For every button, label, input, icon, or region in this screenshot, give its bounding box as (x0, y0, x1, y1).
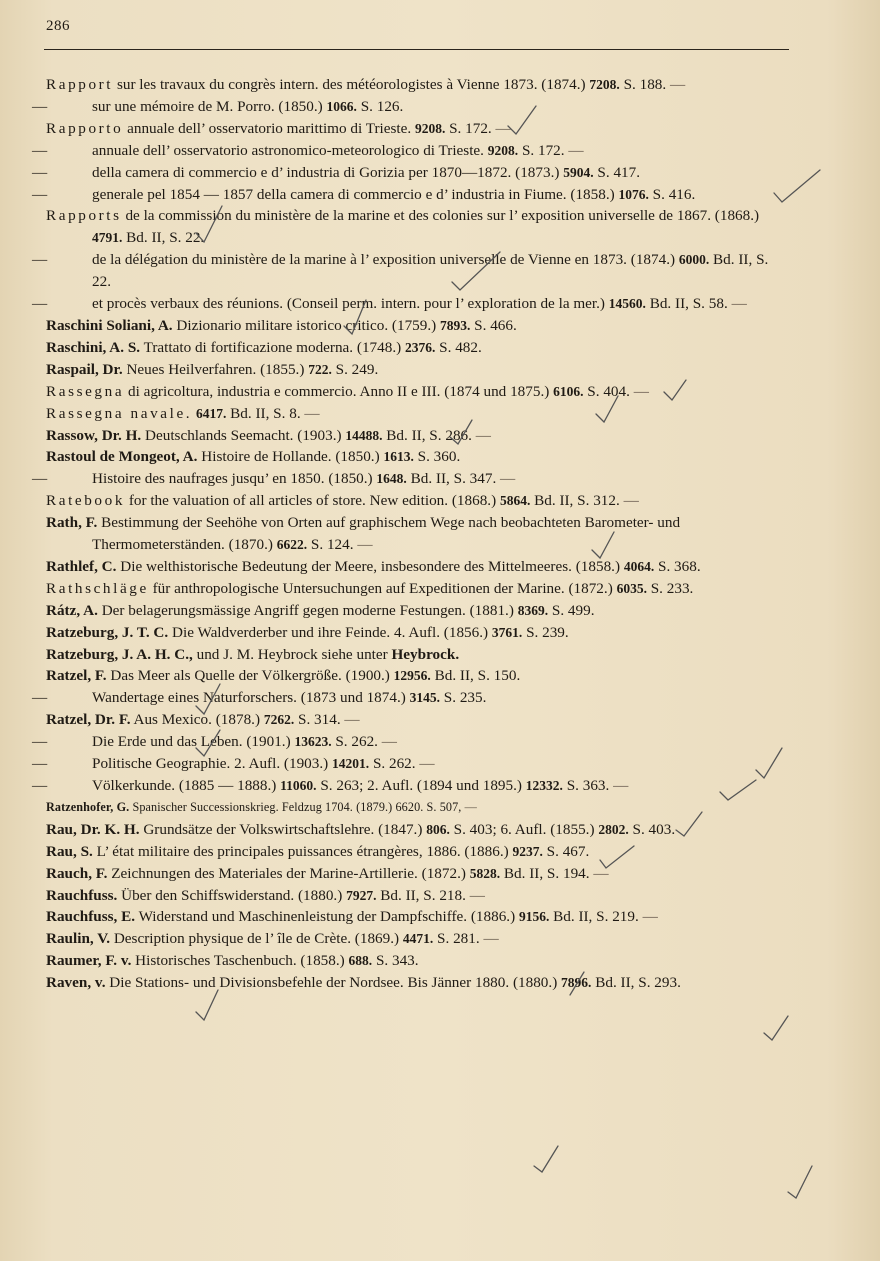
check-mark-icon (196, 990, 218, 1020)
entry-author: Rassow, Dr. H. (46, 426, 142, 444)
entry-reference: S. 262. (369, 755, 416, 773)
entry-number: 14488. (345, 427, 383, 443)
entry-pencil-mark: — (496, 470, 516, 488)
entry-author: Rauchfuss, E. (46, 908, 136, 926)
entry-author: Raschini Soliani, A. (46, 316, 173, 334)
entry-dash: — (32, 689, 48, 707)
entry-pencil-mark: — (629, 382, 649, 400)
index-entry (46, 600, 791, 622)
entry-text: Spanischer Successionskrieg. Feldzug 1704. (1879.) 6620. S. 507, (129, 799, 462, 814)
entry-reference: S. 188. (619, 76, 667, 93)
check-mark-icon (764, 1016, 788, 1040)
index-sub-entry (32, 753, 791, 775)
entry-reference: S. 403; 6. Aufl. (1855.) (449, 820, 599, 838)
entry-text: Historisches Taschenbuch. (1858.) (131, 952, 349, 970)
entry-spaced-title: Rassegna (46, 382, 125, 400)
entry-reference: S. 263; 2. Aufl. (1894 und 1895.) (316, 777, 526, 794)
entry-number: 5904. (563, 164, 594, 180)
entry-text: Histoire des naufrages jusqu’ en 1850. (1850.) (92, 470, 377, 488)
index-entry (46, 841, 791, 863)
index-entry (46, 556, 791, 578)
entry-number: 5828. (469, 865, 501, 881)
index-sub-entry (32, 731, 791, 753)
entry-number: 14201. (332, 756, 370, 772)
entry-text: für anthropologische Untersuchungen auf Expeditionen der Marine. (1872.) (148, 579, 617, 597)
entry-author: Ratzel, Dr. F. (46, 711, 131, 729)
entry-number-2: 12332. (525, 778, 563, 793)
entry-pencil-mark: — (465, 886, 485, 904)
entry-text: sur une mémoire de M. Porro. (1850.) (92, 97, 327, 115)
entry-reference: Bd. II, S. 8. (226, 404, 301, 422)
entry-spaced-title: Rapport (46, 76, 114, 93)
entry-number: 12956. (393, 668, 431, 684)
index-entry (46, 665, 791, 687)
entry-text: Über den Schiffswiderstand. (1880.) (117, 886, 347, 904)
entry-number: 11060. (280, 778, 317, 793)
entry-reference: S. 314. (294, 711, 341, 729)
entry-text: Histoire de Hollande. (1850.) (197, 448, 384, 466)
entry-cross-reference: Heybrock. (391, 645, 460, 663)
entry-number: 3761. (491, 624, 523, 640)
entry-reference: Bd. II, S. 22. (122, 229, 205, 247)
entry-text: Die Waldverderber und ihre Feinde. 4. Aufl. (1856.) (168, 623, 492, 641)
index-entry (46, 644, 791, 666)
entry-number: 8369. (517, 602, 549, 618)
entry-number: 688. (348, 953, 373, 969)
index-entry (46, 863, 791, 885)
entry-number: 13623. (294, 734, 332, 750)
entry-author: Rau, Dr. K. H. (46, 820, 140, 838)
entry-author: Rath, F. (46, 514, 98, 532)
entry-number: 3145. (409, 690, 440, 706)
index-entry (46, 709, 791, 731)
entry-text: della camera di commercio e d’ industria di Gorizia per 1870—1872. (1873.) (92, 163, 564, 181)
entry-number: 1076. (618, 186, 649, 202)
entry-number: 1648. (376, 471, 407, 487)
entry-dash: — (32, 733, 48, 751)
entry-number: 6000. (678, 252, 710, 268)
entry-text: de la commission du ministère de la marine et des colonies sur l’ exposition universelle de 1867. (1868.) (121, 207, 760, 225)
entry-pencil-mark: — (619, 492, 639, 510)
entry-number: 9237. (512, 843, 543, 859)
entry-number: 14560. (608, 296, 646, 312)
entry-number: 6622. (276, 537, 308, 553)
entry-text: for the valuation of all articles of store. New edition. (1868.) (125, 492, 500, 510)
entry-text: L’ état militaire des principales puissances étrangères, 1886. (1886.) (92, 842, 513, 860)
entry-text: Politische Geographie. 2. Aufl. (1903.) (92, 755, 333, 773)
entry-reference: S. 368. (654, 557, 701, 575)
entry-reference: S. 249. (331, 360, 379, 378)
entry-text: et procès verbaux des réunions. (Conseil perm. intern. pour l’ exploration de la mer.) (92, 295, 609, 313)
entry-dash: — (32, 97, 48, 115)
entry-reference: S. 416. (648, 185, 696, 203)
entry-dash: — (32, 163, 48, 181)
entry-dash: — (32, 470, 48, 488)
entry-dash: — (32, 295, 48, 313)
entry-reference: Bd. II, S. 347. (406, 470, 497, 488)
entry-pencil-mark: — (666, 76, 686, 93)
entry-text: Deutschlands Seemacht. (1903.) (141, 426, 346, 444)
entry-spaced-title: Rapports (46, 207, 122, 225)
entry-author: Raspail, Dr. (46, 360, 123, 378)
entry-number: 4471. (402, 931, 434, 947)
entry-text: und J. M. Heybrock siehe unter (192, 645, 392, 663)
entry-text: Der belagerungsmässige Angriff gegen moderne Festungen. (1881.) (97, 601, 518, 619)
index-sub-entry (32, 775, 791, 797)
index-entry (46, 205, 791, 249)
index-entry (46, 337, 791, 359)
entry-spaced-title: Rathschläge (46, 579, 149, 597)
index-entries (32, 74, 791, 994)
entry-author: Rauch, F. (46, 864, 108, 882)
entry-pencil-mark: — (353, 536, 373, 554)
index-sub-entry (32, 184, 791, 206)
entry-pencil-mark: — (377, 733, 397, 751)
entry-dash: — (32, 777, 48, 794)
check-mark-icon (788, 1166, 812, 1198)
entry-text: annuale dell’ osservatorio marittimo di Trieste. (123, 119, 415, 137)
entry-reference: Bd. II, S. 286. (382, 426, 472, 444)
entry-spaced-title: Rassegna navale. (46, 404, 193, 422)
entry-author: Rátz, A. (46, 601, 98, 619)
entry-number: 2376. (404, 339, 436, 355)
entry-reference-2: S. 403. (628, 820, 676, 838)
entry-author: Raven, v. (46, 974, 106, 992)
entry-number: 1613. (383, 449, 414, 465)
entry-text: Dizionario militare istorico critico. (1759.) (172, 316, 440, 334)
entry-reference: S. 262. (331, 733, 378, 751)
entry-author: Ratzeburg, J. T. C. (46, 623, 169, 641)
index-entry (46, 359, 791, 381)
entry-number: 7896. (561, 975, 592, 991)
entry-number-2: 2802. (598, 821, 629, 837)
entry-reference: S. 417. (593, 163, 641, 181)
index-entry (46, 74, 791, 96)
index-entry (46, 950, 791, 972)
entry-pencil-mark: — (479, 930, 499, 948)
entry-reference: S. 281. (433, 930, 480, 948)
entry-reference: Bd. II, S. 22. (92, 251, 769, 291)
entry-author: Raulin, V. (46, 930, 111, 948)
entry-author: Ratzenhofer, G. (46, 799, 130, 814)
index-entry (46, 403, 791, 425)
index-entry (46, 906, 791, 928)
entry-author: Raumer, F. v. (46, 952, 132, 970)
entry-number: 6106. (553, 383, 584, 399)
entry-dash: — (32, 141, 48, 159)
entry-number: 4791. (92, 230, 123, 246)
index-entry (46, 885, 791, 907)
entry-author: Rastoul de Mongeot, A. (46, 448, 198, 466)
entry-pencil-mark: — (727, 295, 747, 313)
entry-text: Aus Mexico. (1878.) (130, 711, 264, 729)
index-sub-entry (32, 162, 791, 184)
index-entry (46, 381, 791, 403)
entry-pencil-mark: — (461, 799, 477, 814)
entry-text: Trattato di fortificazione moderna. (1748.) (140, 338, 405, 356)
entry-reference: Bd. II, S. 312. (530, 492, 620, 510)
entry-number: 6035. (616, 580, 647, 596)
entry-text: Widerstand und Maschinenleistung der Dampfschiffe. (1886.) (135, 908, 519, 926)
entry-pencil-mark: — (638, 908, 658, 926)
entry-text: Die welthistorische Bedeutung der Meere, insbesondere des Mittelmeeres. (1858.) (116, 557, 624, 575)
entry-reference: Bd. II, S. 150. (430, 667, 521, 685)
index-entry (46, 622, 791, 644)
entry-author: Rauchfuss. (46, 886, 118, 904)
entry-text: Völkerkunde. (1885 — 1888.) (92, 777, 281, 794)
entry-reference-2: S. 363. (562, 777, 610, 794)
index-entry (46, 972, 791, 994)
entry-pencil-mark: — (300, 404, 320, 422)
entry-number: 5864. (499, 493, 531, 509)
index-sub-entry (32, 249, 791, 293)
entry-dash: — (32, 755, 48, 773)
entry-reference: S. 235. (439, 689, 487, 707)
index-entry (46, 315, 791, 337)
entry-dash: — (32, 251, 48, 269)
entry-text: Wandertage eines Naturforschers. (1873 und 1874.) (92, 689, 410, 707)
entry-reference: S. 233. (646, 579, 694, 597)
index-sub-entry (32, 468, 791, 490)
entry-text: Bestimmung der Seehöhe von Orten auf graphischem Wege nach beobachteten Barometer- und Thermometerständen. (1870.) (92, 514, 681, 554)
entry-spaced-title: Rapporto (46, 119, 124, 137)
entry-text: Die Erde und das Leben. (1901.) (92, 733, 295, 751)
entry-number: 9208. (414, 120, 446, 136)
entry-number: 7208. (589, 77, 620, 92)
page-number: 286 (46, 18, 70, 34)
entry-pencil-mark: — (564, 141, 584, 159)
entry-reference: S. 343. (372, 952, 419, 970)
entry-author: Rau, S. (46, 842, 93, 860)
entry-text: di agricoltura, industria e commercio. Anno II e III. (1874 und 1875.) (124, 382, 554, 400)
index-sub-entry (32, 140, 791, 162)
header-rule (44, 49, 789, 50)
entry-reference: S. 172. (445, 119, 492, 137)
entry-text: annuale dell’ osservatorio astronomico-meteorologico di Trieste. (92, 141, 488, 159)
entry-reference: S. 172. (518, 141, 565, 159)
entry-reference: Bd. II, S. 58. (645, 295, 728, 313)
index-entry (46, 425, 791, 447)
entry-author: Ratzeburg, J. A. H. C., (46, 645, 193, 663)
entry-dash: — (32, 185, 48, 203)
entry-text: Zeichnungen des Materiales der Marine-Artillerie. (1872.) (107, 864, 470, 882)
entry-reference: Bd. II, S. 293. (591, 974, 681, 992)
entry-reference: Bd. II, S. 194. (500, 864, 590, 882)
entry-reference: S. 239. (522, 623, 569, 641)
entry-text: de la délégation du ministère de la marine à l’ exposition universelle de Vienne en 1873. (1874.) (92, 251, 679, 269)
entry-number: 6417. (195, 405, 227, 421)
entry-text: Das Meer als Quelle der Völkergröße. (1900.) (106, 667, 394, 685)
entry-spaced-title: Ratebook (46, 492, 126, 510)
entry-author: Ratzel, F. (46, 667, 107, 685)
entry-pencil-mark: — (340, 711, 360, 729)
entry-reference: S. 360. (413, 448, 461, 466)
entry-pencil-mark: — (491, 119, 511, 137)
entry-number: 7262. (263, 712, 295, 728)
entry-text: generale pel 1854 — 1857 della camera di commercio e d’ industria in Fiume. (1858.) (92, 185, 619, 203)
entry-text: Die Stations- und Divisionsbefehle der Nordsee. Bis Jänner 1880. (1880.) (105, 974, 562, 992)
entry-pencil-mark: — (609, 777, 629, 794)
entry-text: sur les travaux du congrès intern. des météorologistes à Vienne 1873. (1874.) (113, 76, 590, 93)
entry-text: Description physique de l’ île de Crète. (1869.) (110, 930, 403, 948)
check-mark-icon (534, 1146, 558, 1172)
entry-number: 722. (308, 361, 332, 377)
entry-reference: S. 404. (583, 382, 630, 400)
entry-number: 1066. (326, 98, 357, 114)
index-entry (46, 819, 791, 841)
entry-number: 7893. (440, 317, 471, 333)
index-sub-entry (32, 687, 791, 709)
entry-number: 4064. (623, 558, 655, 574)
index-entry (46, 490, 791, 512)
entry-reference: S. 466. (470, 316, 517, 334)
entry-reference: S. 124. (307, 536, 354, 554)
entry-reference: Bd. II, S. 219. (549, 908, 639, 926)
entry-author: Raschini, A. S. (46, 338, 141, 356)
index-sub-entry (32, 293, 791, 315)
index-entry (46, 512, 791, 556)
entry-pencil-mark: — (415, 755, 435, 773)
entry-reference: S. 467. (542, 842, 590, 860)
entry-number: 9208. (487, 142, 519, 158)
entry-text: Neues Heilverfahren. (1855.) (122, 360, 309, 378)
index-entry (46, 928, 791, 950)
entry-reference: S. 126. (356, 97, 404, 115)
entry-number: 7927. (346, 887, 377, 903)
entry-author: Rathlef, C. (46, 557, 117, 575)
index-entry (46, 446, 791, 468)
index-entry (46, 578, 791, 600)
entry-number: 806. (426, 821, 450, 837)
index-sub-entry (32, 96, 791, 118)
entry-reference: S. 499. (548, 601, 595, 619)
entry-reference: Bd. II, S. 218. (376, 886, 466, 904)
index-entry (46, 118, 791, 140)
entry-text: Grundsätze der Volkswirtschaftslehre. (1847.) (139, 820, 427, 838)
entry-pencil-mark: — (589, 864, 609, 882)
entry-pencil-mark: — (471, 426, 491, 444)
index-entry (46, 797, 791, 819)
entry-number: 9156. (518, 909, 550, 925)
entry-reference: S. 482. (435, 338, 482, 356)
